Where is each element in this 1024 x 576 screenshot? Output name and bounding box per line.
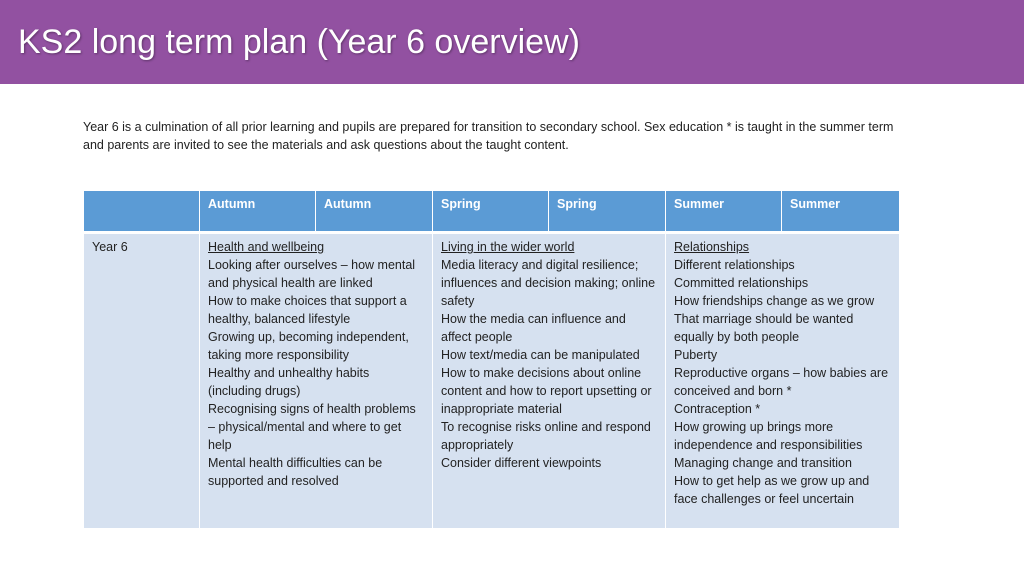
list-item: Committed relationships [674, 276, 809, 290]
list-item: Mental health difficulties can be supported and resolved [208, 456, 383, 488]
list-item: How to make choices that support a healthy, balanced lifestyle [208, 294, 407, 326]
column-header-summer-1: Summer [666, 191, 782, 234]
list-item: Managing change and transition [674, 456, 852, 470]
list-item: That marriage should be wanted equally by both people [674, 312, 854, 344]
column-header-autumn-1: Autumn [200, 191, 316, 234]
column-header-spring-2: Spring [549, 191, 666, 234]
list-item: Reproductive organs – how babies are conceived and born * [674, 366, 889, 398]
list-item: How friendships change as we grow [674, 294, 875, 308]
list-item: How growing up brings more independence and responsibilities [674, 420, 863, 452]
autumn-topic: Health and wellbeing [208, 240, 325, 254]
table-row [84, 234, 899, 528]
list-item: How to make decisions about online content and how to report upsetting or inappropriate material [441, 366, 652, 416]
summer-topic: Relationships [674, 240, 750, 254]
long-term-plan-table [84, 191, 899, 528]
table-header-row [84, 191, 899, 234]
list-item: Growing up, becoming independent, taking more responsibility [208, 330, 409, 362]
list-item: How to get help as we grow up and face challenges or feel uncertain [674, 474, 870, 506]
list-item: Different relationships [674, 258, 795, 272]
list-item: Recognising signs of health problems – physical/mental and where to get help [208, 402, 416, 452]
list-item: Puberty [674, 348, 718, 362]
list-item: Contraception * [674, 402, 761, 416]
column-header-summer-2: Summer [782, 191, 899, 234]
list-item: Consider different viewpoints [441, 456, 602, 470]
column-header-spring-1: Spring [433, 191, 549, 234]
list-item: To recognise risks online and respond appropriately [441, 420, 651, 452]
column-header-autumn-2: Autumn [316, 191, 433, 234]
list-item: Healthy and unhealthy habits (including drugs) [208, 366, 370, 398]
autumn-cell [200, 234, 433, 528]
list-item: Looking after ourselves – how mental and physical health are linked [208, 258, 416, 290]
row-label-year: Year 6 [84, 234, 200, 528]
summer-cell [666, 234, 899, 528]
page-title: KS2 long term plan (Year 6 overview) [18, 23, 580, 61]
column-header-blank [84, 191, 200, 234]
list-item: How text/media can be manipulated [441, 348, 640, 362]
intro-paragraph: Year 6 is a culmination of all prior learning and pupils are prepared for transition to secondary school. Sex education * is taught in the summer term and parents are invited to see the materials and ask questions about the taught content. [83, 120, 894, 152]
spring-cell [433, 234, 666, 528]
spring-topic: Living in the wider world [441, 240, 575, 254]
title-bar [0, 0, 1024, 84]
list-item: How the media can influence and affect people [441, 312, 626, 344]
list-item: Media literacy and digital resilience; influences and decision making; online safety [441, 258, 656, 308]
